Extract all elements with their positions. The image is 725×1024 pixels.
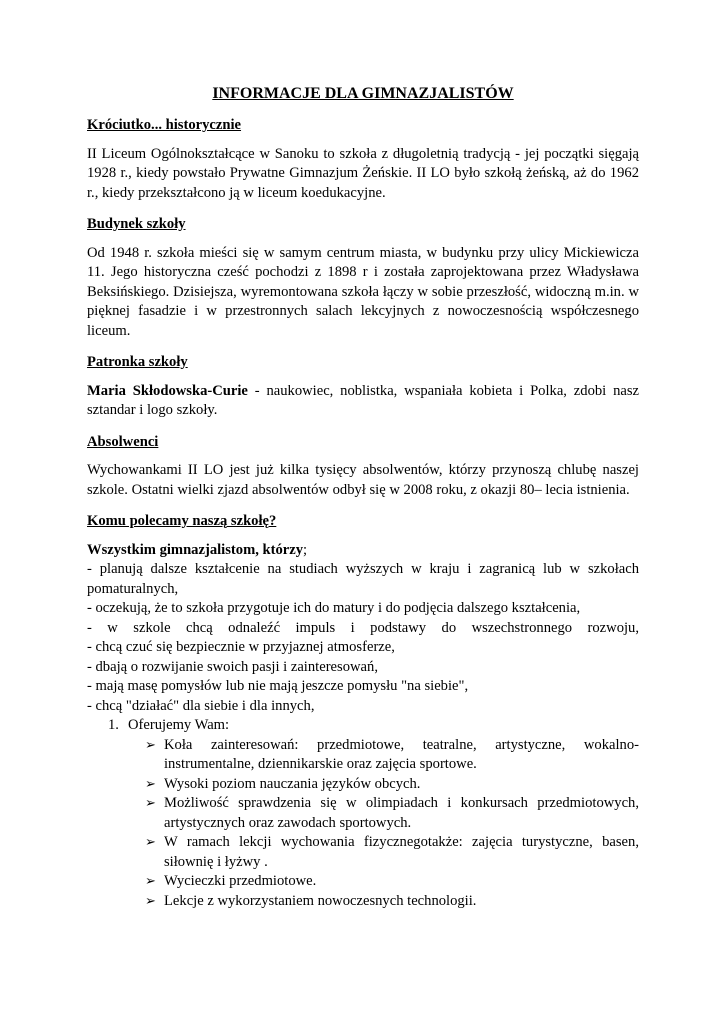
offer-bullet-text: Wycieczki przedmiotowe. — [164, 873, 317, 889]
offer-bullet-item — [145, 736, 639, 775]
arrow-bullet-icon: ➢ — [145, 776, 156, 792]
offer-bullet-item — [145, 892, 639, 912]
heading-recommend: Komu polecamy naszą szkołę? — [87, 513, 277, 529]
recommend-line: - mają masę pomysłów lub nie mają jeszcze pomysłu "na siebie", — [87, 678, 469, 694]
paragraph-patron — [87, 382, 639, 421]
offer-number: 1. — [108, 717, 119, 733]
heading-patron: Patronka szkoły — [87, 354, 188, 370]
offer-numbered-list — [87, 716, 639, 736]
recommend-line: - planują dalsze kształcenie na studiach wyższych w kraju i zagranicą lub w szkołach pomaturalnych, — [87, 561, 639, 597]
offer-bullet-item — [145, 872, 639, 892]
recommend-lead-rest: ; — [303, 541, 308, 558]
recommend-line: - dbają o rozwijanie swoich pasji i zainteresowań, — [87, 658, 378, 675]
offer-bullet-list — [87, 736, 639, 912]
arrow-bullet-icon: ➢ — [145, 796, 156, 811]
offer-bullet-text: W ramach lekcji wychowania fizycznegotakże: zajęcia turystyczne, basen, siłownię i łyżwy . — [164, 834, 639, 870]
recommend-line: - oczekują, że to szkoła przygotuje ich do matury i do podjęcia dalszego kształcenia, — [87, 600, 581, 616]
arrow-bullet-icon: ➢ — [145, 835, 156, 850]
recommend-lead — [87, 541, 639, 561]
offer-bullet-text: Wysoki poziom nauczania języków obcych. — [164, 775, 421, 792]
paragraph-alumni: Wychowankami II LO jest już kilka tysięcy absolwentów, którzy przynoszą chlubę naszej szkole. Ostatni wielki zjazd absolwentów odbył się w 2008 roku, z okazji 80– lecia istnienia. — [87, 462, 639, 498]
offer-bullet-text: Koła zainteresowań: przedmiotowe, teatralne, artystyczne, wokalno-instrumentalne, dziennikarskie oraz zajęcia sportowe. — [164, 736, 639, 772]
offer-bullet-text: Lekcje z wykorzystaniem nowoczesnych technologii. — [164, 892, 477, 909]
document-page — [87, 84, 639, 911]
offer-label: Oferujemy Wam: — [128, 717, 230, 733]
heading-building: Budynek szkoły — [87, 216, 186, 232]
arrow-bullet-icon: ➢ — [145, 893, 156, 909]
recommend-line: - chcą "działać" dla siebie i dla innych, — [87, 697, 315, 714]
paragraph-history: II Liceum Ogólnokształcące w Sanoku to szkoła z długoletnią tradycją - jej początki sięgają 1928 r., kiedy powstało Prywatne Gimnazjum Żeńskie. II LO było szkołą żeńską, aż do 1962 r., kiedy przekształcono ją w liceum koedukacyjne. — [87, 145, 639, 201]
offer-bullet-text: Możliwość sprawdzenia się w olimpiadach i konkursach przedmiotowych, artystycznych oraz zawodach sportowych. — [164, 795, 639, 831]
recommend-line: - w szkole chcą odnaleźć impuls i podstawy do wszechstronnego rozwoju, — [87, 619, 639, 636]
recommend-line: - chcą czuć się bezpiecznie w przyjaznej atmosferze, — [87, 639, 395, 655]
paragraph-building: Od 1948 r. szkoła mieści się w samym centrum miasta, w budynku przy ulicy Mickiewicza 11. Jego historyczna cześć pochodzi z 1898 r i została zaprojektowana przez Władysława Beksińskiego. Dzisiejsza, wyremontowana szkoła łączy w sobie przeszłość, widoczną m.in. w pięknej fasadzie i w przestronnych salach lekcyjnych z nowoczesnością współczesnego liceum. — [87, 244, 639, 339]
document-title: INFORMACJE DLA GIMNAZJALISTÓW — [212, 85, 514, 102]
recommend-lead-bold: Wszystkim gimnazjalistom, którzy — [87, 541, 304, 558]
arrow-bullet-icon: ➢ — [145, 874, 156, 889]
arrow-bullet-icon: ➢ — [145, 737, 156, 753]
patron-name: Maria Skłodowska-Curie — [87, 382, 248, 399]
offer-numbered-item — [87, 716, 639, 736]
heading-history: Króciutko... historycznie — [87, 117, 242, 133]
offer-bullet-item — [145, 775, 639, 795]
heading-alumni: Absolwenci — [87, 433, 159, 450]
offer-bullet-item — [145, 794, 639, 833]
offer-bullet-item — [145, 833, 639, 872]
patron-description: - naukowiec, noblistka, wspaniała kobieta i Polka, zdobi nasz sztandar i logo szkoły. — [87, 382, 639, 418]
